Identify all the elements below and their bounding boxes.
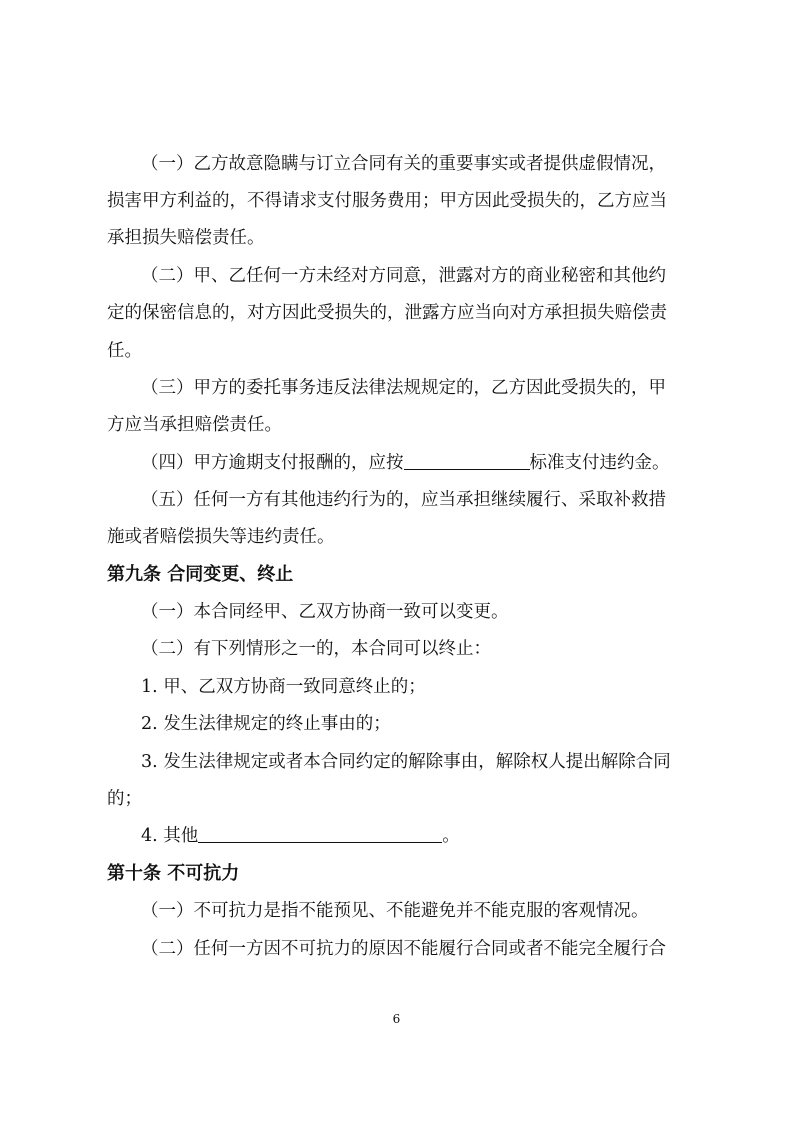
article-9-item-4	[141, 824, 460, 848]
clause-1-line-1: （一）乙方故意隐瞒与订立合同有关的重要事实或者提供虚假情况，	[141, 154, 666, 174]
article-9-item-2: 2. 发生法律规定的终止事由的；	[141, 714, 391, 734]
clause-1-line-3: 承担损失赔偿责任。	[107, 228, 265, 248]
clause-2-line-1: （二）甲、乙任何一方未经对方同意，泄露对方的商业秘密和其他约	[141, 266, 666, 286]
article-10-para-2: （二）任何一方因不可抗力的原因不能履行合同或者不能完全履行合	[141, 939, 666, 959]
article-9-para-1: （一）本合同经甲、乙双方协商一致可以变更。	[141, 602, 509, 622]
page-number: 6	[392, 1012, 401, 1026]
article-9-item-3-line-1: 3. 发生法律规定或者本合同约定的解除事由，解除权人提出解除合同	[141, 752, 671, 772]
article-9-item-1: 1. 甲、乙双方协商一致同意终止的；	[141, 677, 426, 697]
clause-4-suffix: 标准支付违约金。	[529, 453, 670, 473]
clause-4-line	[141, 451, 670, 475]
article-9-item-3-line-2: 的；	[107, 789, 142, 809]
clause-4-prefix: （四）甲方逾期支付报酬的，应按	[141, 453, 404, 473]
clause-1-line-2: 损害甲方利益的，不得请求支付服务费用；甲方因此受损失的，乙方应当	[107, 191, 667, 211]
article-10-para-1: （一）不可抗力是指不能预见、不能避免并不能克服的客观情况。	[141, 901, 649, 921]
other-reasons-blank[interactable]	[198, 824, 442, 843]
article-9-para-2: （二）有下列情形之一的，本合同可以终止：	[141, 639, 491, 659]
item-4-prefix: 4. 其他	[141, 826, 199, 846]
clause-3-line-1: （三）甲方的委托事务违反法律法规规定的，乙方因此受损失的，甲	[141, 378, 666, 398]
clause-2-line-2: 定的保密信息的，对方因此受损失的，泄露方应当向对方承担损失赔偿责	[107, 303, 667, 323]
article-9-heading: 第九条 合同变更、终止	[107, 564, 294, 585]
clause-3-line-2: 方应当承担赔偿责任。	[107, 415, 282, 435]
item-4-suffix: 。	[442, 826, 460, 846]
clause-5-line-2: 施或者赔偿损失等违约责任。	[107, 527, 335, 547]
clause-2-line-3: 任。	[107, 341, 142, 361]
article-10-heading: 第十条 不可抗力	[107, 863, 240, 884]
clause-5-line-1: （五）任何一方有其他违约行为的，应当承担继续履行、采取补救措	[141, 490, 666, 510]
penalty-standard-blank[interactable]	[404, 451, 530, 470]
